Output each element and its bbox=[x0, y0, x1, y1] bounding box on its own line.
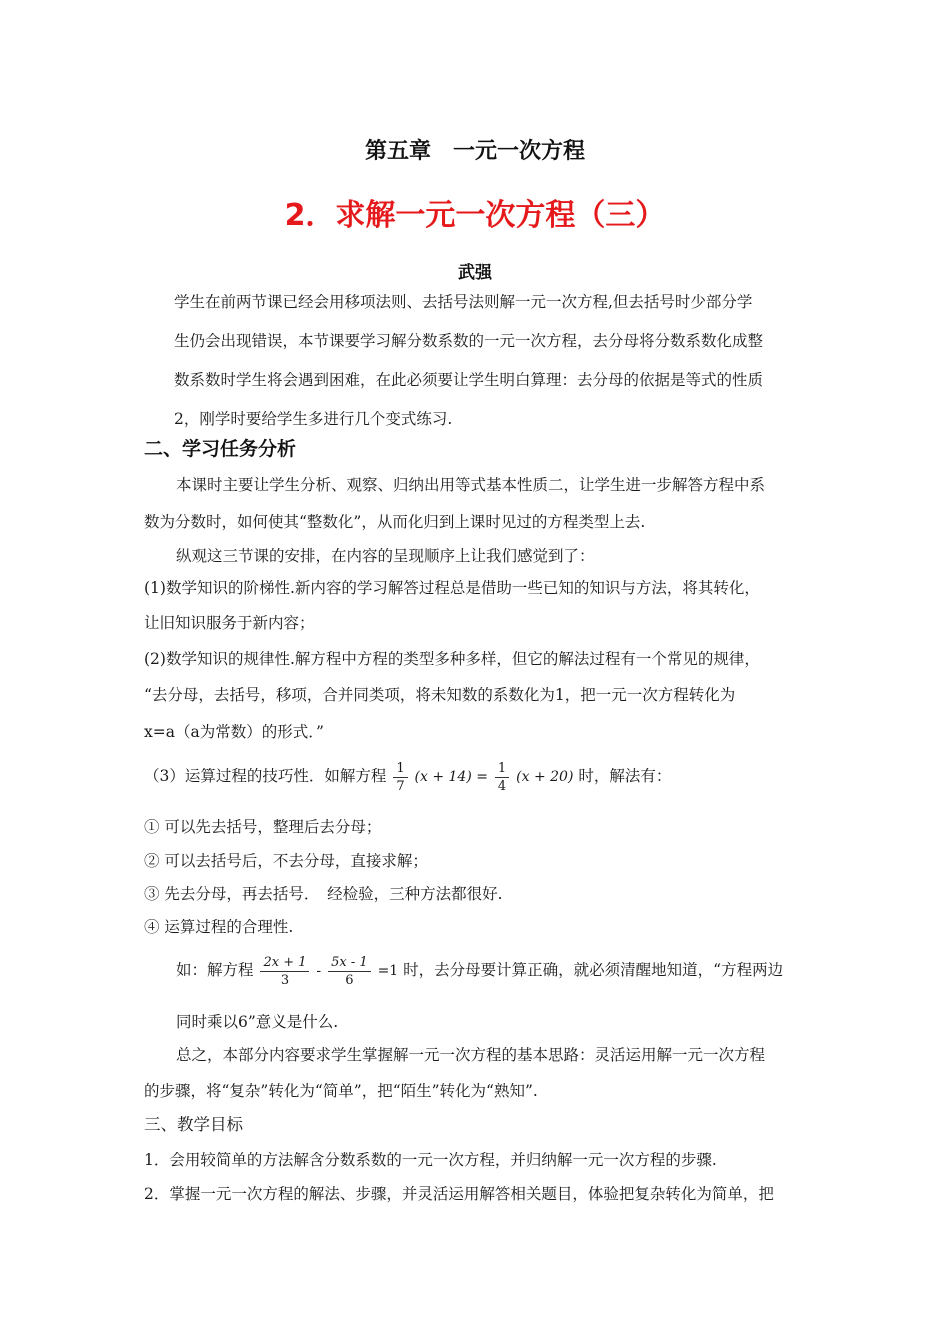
text-line: 总之，本部分内容要求学生掌握解一元一次方程的基本思路：灵活运用解一元一次方程 bbox=[176, 1046, 766, 1064]
list-item: ① 可以先去括号，整理后去分母； bbox=[144, 818, 382, 836]
math-expression: (x + 20) bbox=[516, 769, 574, 785]
text-line: 的步骤，将“复杂”转化为“简单”，把“陌生”转化为“熟知”. bbox=[144, 1082, 538, 1100]
equation-example-2 bbox=[176, 948, 783, 993]
text-segment: 时，去分母要计算正确，就必须清醒地知道，“方程两边 bbox=[403, 961, 784, 979]
equation-example-1 bbox=[144, 756, 671, 797]
text-line: 数为分数时，如何使其“整数化”，从而化归到上课时见过的方程类型上去. bbox=[144, 513, 646, 531]
fraction bbox=[260, 954, 309, 989]
text-line: 2，刚学时要给学生多进行几个变式练习. bbox=[174, 410, 453, 428]
text-segment: 时，解法有： bbox=[578, 767, 672, 785]
fraction bbox=[495, 760, 509, 795]
fraction-denominator: 4 bbox=[497, 778, 507, 794]
chapter-title: 第五章 一元一次方程 bbox=[364, 139, 585, 164]
fraction-numerator: 1 bbox=[495, 760, 509, 778]
math-expression: (x + 14) = bbox=[414, 769, 488, 785]
lesson-title: 2．求解一元一次方程（三） bbox=[284, 198, 666, 233]
text-line: 生仍会出现错误，本节课要学习解分数系数的一元一次方程，去分母将分数系数化成整 bbox=[174, 332, 764, 350]
text-line: 本课时主要让学生分析、观察、归纳出用等式基本性质二，让学生进一步解答方程中系 bbox=[176, 476, 766, 494]
fraction-numerator: 1 bbox=[393, 760, 407, 778]
list-item: 1．会用较简单的方法解含分数系数的一元一次方程，并归纳解一元一次方程的步骤. bbox=[144, 1151, 717, 1169]
math-operator: - bbox=[316, 963, 322, 979]
fraction-denominator: 6 bbox=[345, 972, 354, 988]
text-segment: 如：解方程 bbox=[176, 961, 254, 979]
fraction-denominator: 7 bbox=[396, 778, 405, 794]
fraction-numerator: 5x - 1 bbox=[328, 954, 371, 972]
text-line: 纵观这三节课的安排，在内容的呈现顺序上让我们感觉到了： bbox=[176, 547, 595, 565]
text-line: (1)数学知识的阶梯性.新内容的学习解答过程总是借助一些已知的知识与方法，将其转化， bbox=[144, 579, 760, 597]
list-item: 2．掌握一元一次方程的解法、步骤，并灵活运用解答相关题目，体验把复杂转化为简单，把 bbox=[144, 1185, 774, 1203]
fraction-denominator: 3 bbox=[280, 972, 290, 988]
text-line: x=a（a为常数）的形式．” bbox=[144, 723, 324, 741]
section-heading-teaching-goals: 三、教学目标 bbox=[144, 1115, 243, 1134]
math-expression: =1 bbox=[377, 963, 399, 979]
text-line: 同时乘以6”意义是什么. bbox=[176, 1013, 339, 1031]
text-line: (2)数学知识的规律性.解方程中方程的类型多种多样，但它的解法过程有一个常见的规律， bbox=[144, 650, 760, 668]
list-item: ④ 运算过程的合理性. bbox=[144, 918, 294, 936]
fraction bbox=[328, 954, 371, 989]
text-line: 让旧知识服务于新内容； bbox=[144, 614, 315, 632]
text-line: 数系数时学生将会遇到困难，在此必须要让学生明白算理：去分母的依据是等式的性质 bbox=[174, 371, 764, 389]
text-line: “去分母，去括号，移项，合并同类项，将未知数的系数化为1，把一元一次方程转化为 bbox=[144, 686, 736, 704]
text-segment: （3）运算过程的技巧性．如解方程 bbox=[144, 767, 387, 785]
list-item: ② 可以去括号后，不去分母，直接求解； bbox=[144, 852, 428, 870]
list-item: ③ 先去分母，再去括号． 经检验，三种方法都很好. bbox=[144, 885, 503, 903]
fraction bbox=[393, 760, 407, 795]
author-name: 武强 bbox=[458, 263, 492, 283]
section-heading-task-analysis: 二、学习任务分析 bbox=[144, 438, 297, 460]
fraction-numerator: 2x + 1 bbox=[260, 954, 309, 972]
text-line: 学生在前两节课已经会用移项法则、去括号法则解一元一次方程,但去括号时少部分学 bbox=[174, 293, 753, 311]
